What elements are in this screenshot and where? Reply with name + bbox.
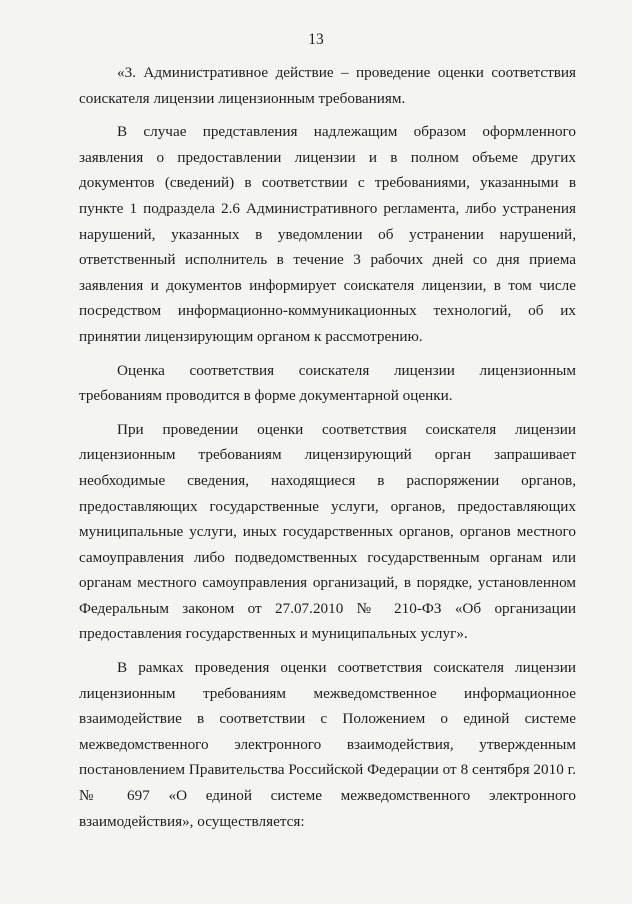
paragraph-interagency-interaction: В рамках проведения оценки соответствия соискателя лицензии лицензионным требованиям межведомственное информационное взаимодействие в соответствии с Положением о единой системе межведомственного электронного взаимодействия, утвержденным постановлением Правительства Российской Федерации от 8 сентября 2010 г. № 697 «О единой системе межведомственного электронного взаимодействия», осуществляется: <box>79 659 576 830</box>
paragraph-assessment-form: Оценка соответствия соискателя лицензии лицензионным требованиям проводится в форме документарной оценки. <box>79 361 576 405</box>
document-body <box>79 60 576 842</box>
paragraph-application-review: В случае представления надлежащим образом оформленного заявления о предоставлении лицензии и в полном объеме других документов (сведений) в соответствии с требованиями, указанными в пункте 1 подраздела 2.6 Административного регламента, либо устранения нарушений, указанных в уведомлении об устранении нарушений, ответственный исполнитель в течение 3 рабочих дней со дня приема заявления и документов информирует соискателя лицензии, в том числе посредством информационно-коммуникационных технологий, об их принятии лицензирующим органом к рассмотрению. <box>79 123 576 345</box>
page-number: 13 <box>308 31 324 48</box>
paragraph-information-request: При проведении оценки соответствия соискателя лицензии лицензионным требованиям лицензирующий орган запрашивает необходимые сведения, находящиеся в распоряжении органов, предоставляющих государственные услуги, органов, предоставляющих муниципальные услуги, иных государственных органов, органов местного самоуправления либо подведомственных государственным органам или органам местного самоуправления организаций, в порядке, установленном Федеральным законом от 27.07.2010 № 210-ФЗ «Об организации предоставления государственных и муниципальных услуг». <box>79 420 576 643</box>
paragraph-administrative-action: «3. Административное действие – проведение оценки соответствия соискателя лицензии лицензионным требованиям. <box>79 64 576 107</box>
